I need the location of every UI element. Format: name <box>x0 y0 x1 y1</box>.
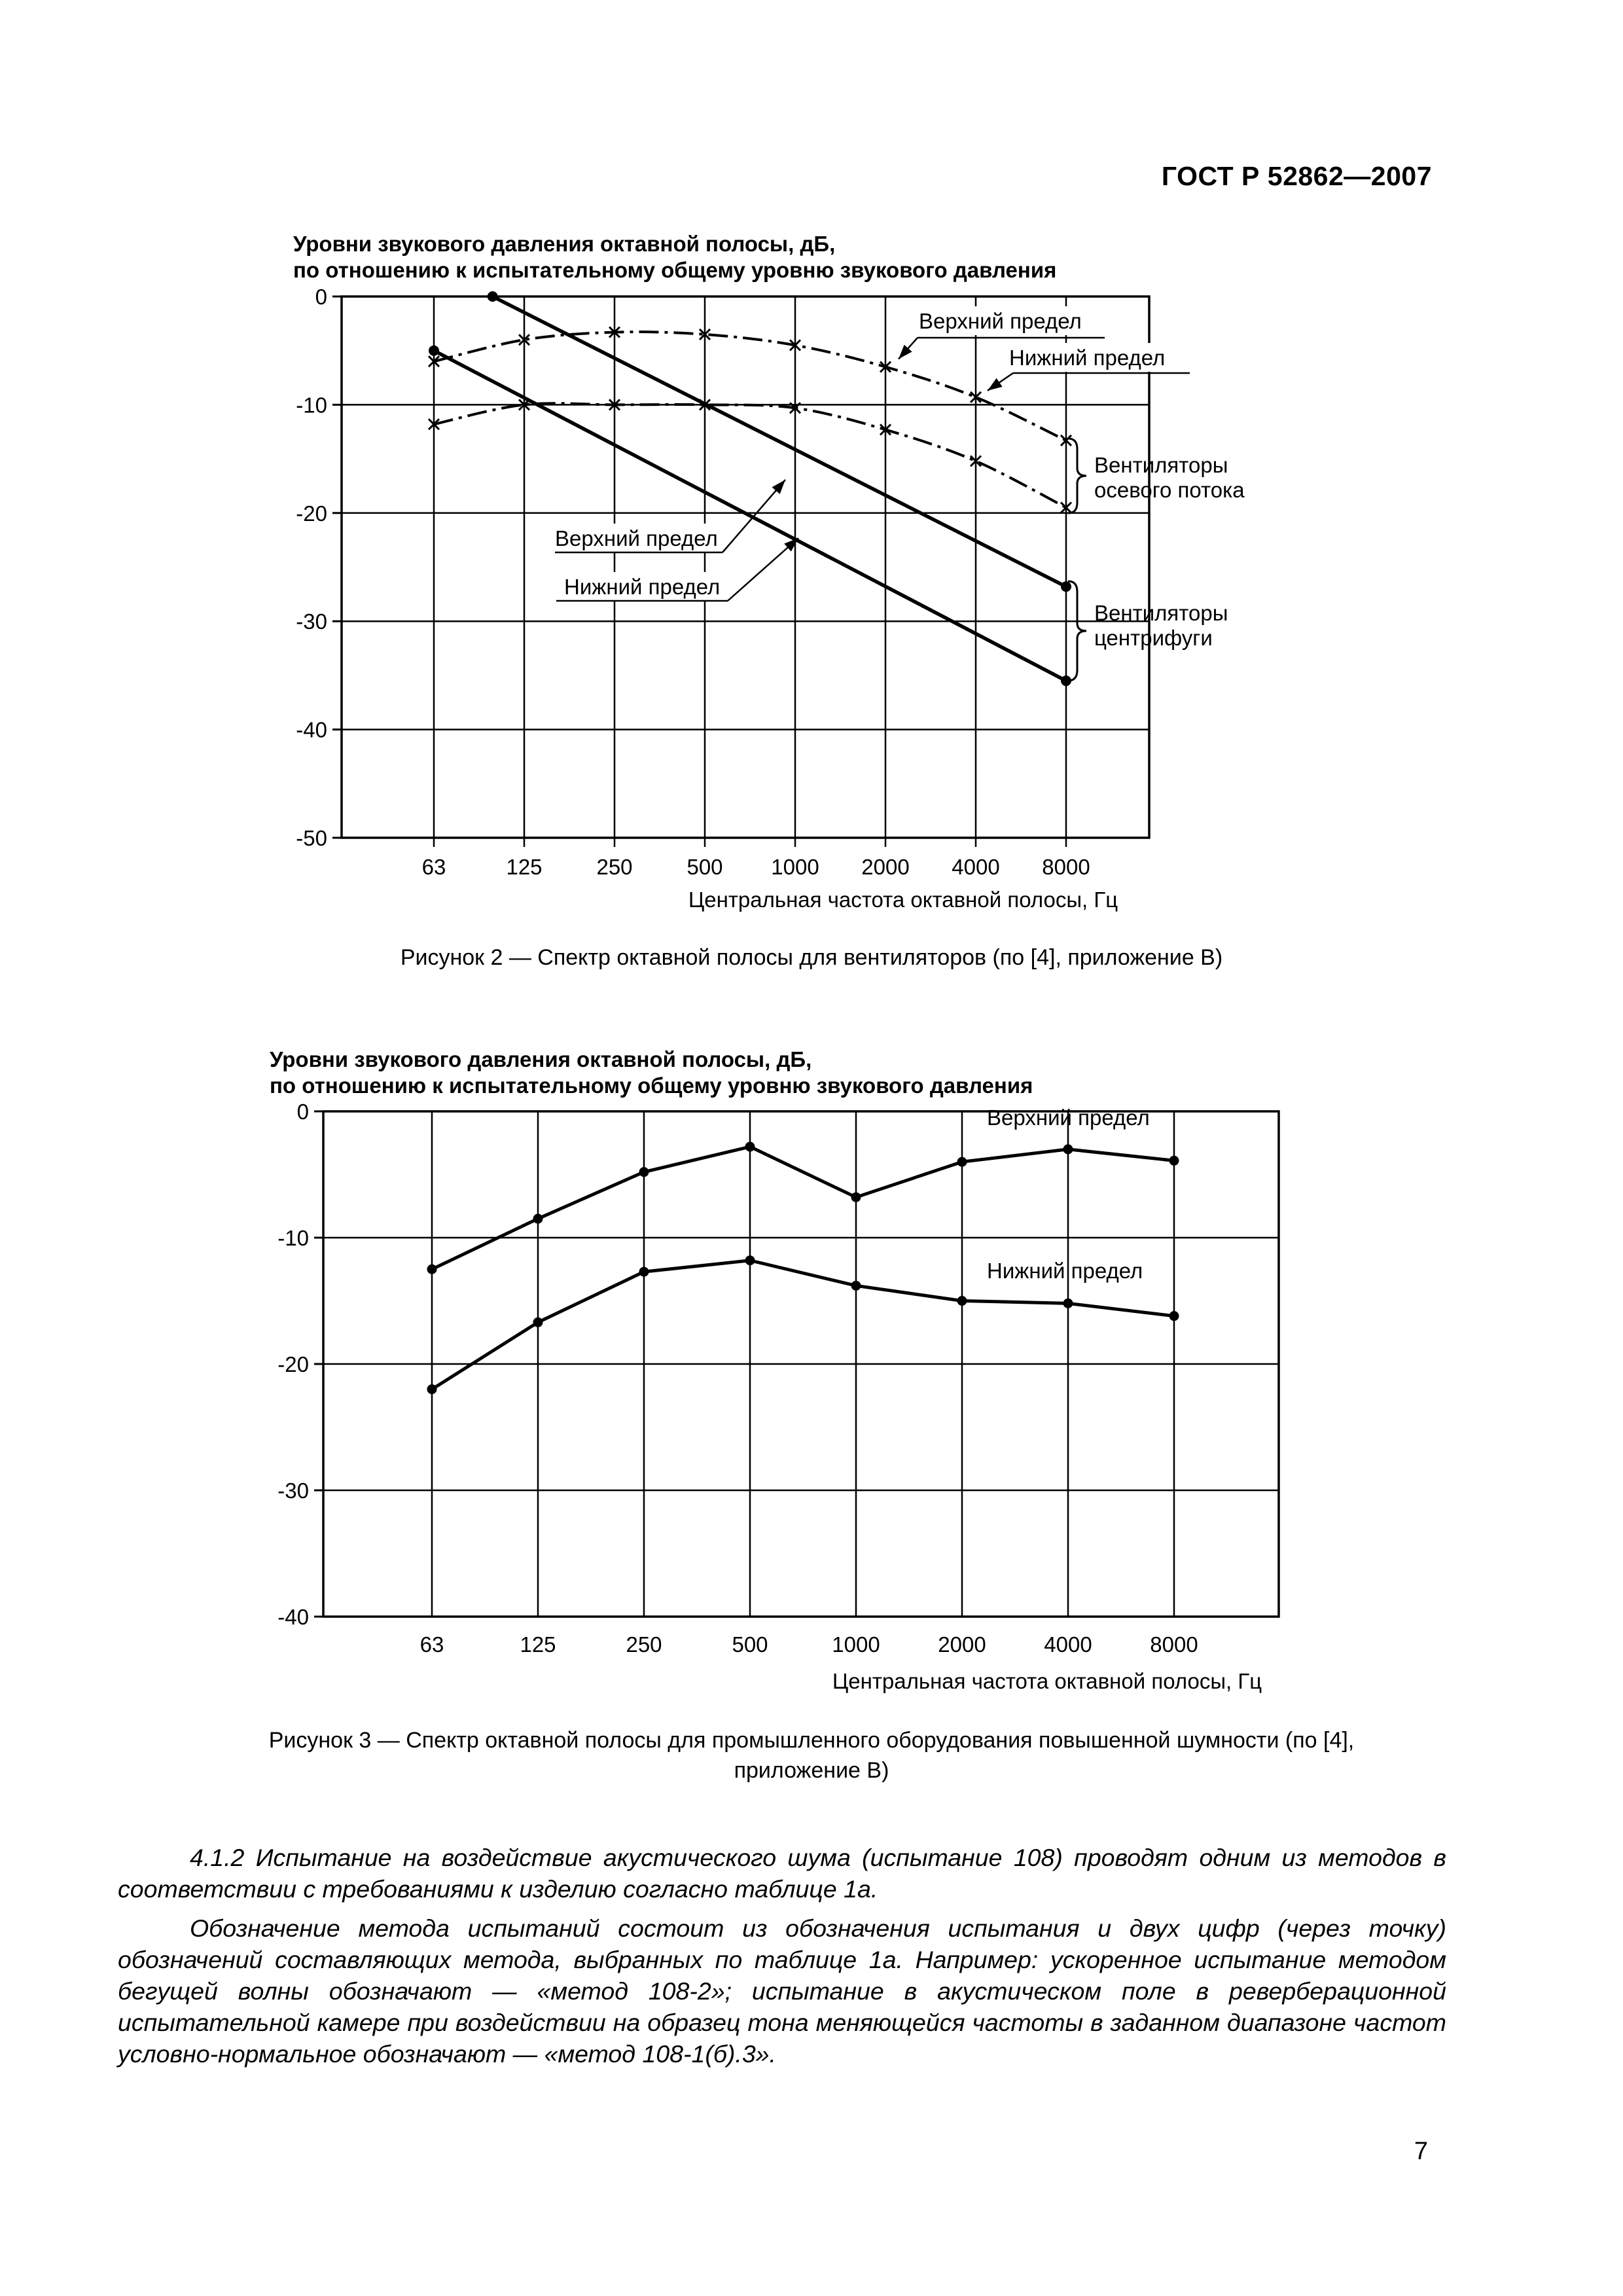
data-point-lower-7 <box>1169 1311 1179 1321</box>
y-tick-label-10: -10 <box>296 393 327 418</box>
y-tick-label-0: 0 <box>296 1100 309 1124</box>
y-tick-label-20: -20 <box>296 501 327 526</box>
data-point-centrifugal-2-1 <box>1061 581 1071 592</box>
label-upper-axial: Верхний предел <box>919 309 1082 333</box>
x-tick-label-250: 250 <box>596 855 633 879</box>
y-tick-label-10: -10 <box>277 1226 309 1250</box>
x-tick-label-125: 125 <box>506 855 543 879</box>
x-tick-label-63: 63 <box>421 855 446 879</box>
paragraph-4-1-2: 4.1.2 Испытание на воздействие акустического шума (испытание 108) проводят одним из методов в соответствии с требованиями к изделию согласно таблице 1а. <box>118 1843 1446 1903</box>
group-centrifugal-line-1: Вентиляторы <box>1094 601 1228 625</box>
figure-2-plot <box>0 223 1623 956</box>
x-tick-label-2000: 2000 <box>938 1632 986 1657</box>
series-axial-line <box>434 332 1066 440</box>
data-point-upper-6 <box>1063 1144 1073 1154</box>
label-upper-centrifugal: Верхний предел <box>555 526 718 550</box>
group-axial-line-2: осевого потока <box>1094 478 1245 502</box>
leader-upper-centrifugal <box>722 480 785 552</box>
x-tick-label-2000: 2000 <box>861 855 910 879</box>
x-tick-label-500: 500 <box>687 855 723 879</box>
series-line-upper <box>432 1147 1174 1269</box>
figure-3-caption-line-1: Рисунок 3 — Спектр октавной полосы для промышленного оборудования повышенной шумности (по [4], <box>268 1728 1355 1753</box>
data-point-upper-0 <box>427 1265 437 1274</box>
brace-centrifugal <box>1068 581 1086 681</box>
data-point-upper-7 <box>1169 1156 1179 1166</box>
x-tick-label-1000: 1000 <box>832 1632 880 1657</box>
data-point-lower-3 <box>745 1255 755 1265</box>
figure-2-caption: Рисунок 2 — Спектр октавной полосы для вентиляторов (по [4], приложение В) <box>400 945 1223 970</box>
x-tick-label-63: 63 <box>419 1632 444 1657</box>
data-point-centrifugal-2-0 <box>488 291 498 302</box>
data-point-lower-2 <box>639 1267 649 1277</box>
label-lower-centrifugal: Нижний предел <box>564 575 721 599</box>
data-point-lower-5 <box>957 1296 967 1306</box>
y-tick-label-40: -40 <box>296 717 327 742</box>
data-point-centrifugal-3-0 <box>429 346 439 356</box>
group-axial-line-1: Вентиляторы <box>1094 453 1228 477</box>
figure-3-caption-line-2: приложение В) <box>734 1758 889 1783</box>
y-axis-label-line-1: Уровни звукового давления октавной полосы, дБ, <box>293 232 836 256</box>
x-tick-label-125: 125 <box>520 1632 556 1657</box>
figure-3-caption <box>0 1725 1623 1785</box>
y-axis-label-line-2: по отношению к испытательному общему уровню звукового давления <box>293 258 1057 282</box>
data-point-upper-2 <box>639 1167 649 1177</box>
label-upper-limit: Верхний предел <box>987 1105 1150 1130</box>
figure-3-plot <box>0 1041 1623 1708</box>
group-centrifugal-line-2: центрифуги <box>1094 626 1213 650</box>
y-axis-label-line-1: Уровни звукового давления октавной полосы, дБ, <box>270 1047 812 1071</box>
x-tick-label-500: 500 <box>732 1632 768 1657</box>
paragraph-method-designation: Обозначение метода испытаний состоит из обозначения испытания и двух цифр (через точку) обозначений составляющих метода, выбранных по таблице 1а. Например: ускоренное испытание методом бегущей волны обозначают — «метод 108-2»; испытание в акустическом поле в реверберационной испытательной камере при воздействии на образец тона меняющейся частоты в заданном диапазоне частот условно-нормальное обозначают — «метод 108-1(б).3». <box>118 1914 1446 2068</box>
y-axis-label-line-2: по отношению к испытательному общему уровню звукового давления <box>270 1073 1033 1098</box>
label-lower-axial: Нижний предел <box>1009 346 1166 370</box>
y-tick-label-30: -30 <box>296 609 327 634</box>
y-tick-label-0: 0 <box>315 285 327 309</box>
x-tick-label-8000: 8000 <box>1150 1632 1198 1657</box>
data-point-upper-3 <box>745 1142 755 1152</box>
x-tick-label-4000: 4000 <box>952 855 1000 879</box>
data-point-upper-1 <box>533 1214 543 1224</box>
figure-3-chart <box>0 1041 1623 1708</box>
x-tick-label-4000: 4000 <box>1044 1632 1092 1657</box>
series-centrifugal-line <box>434 351 1066 681</box>
y-tick-label-50: -50 <box>296 826 327 850</box>
y-tick-label-20: -20 <box>277 1352 309 1376</box>
data-point-upper-5 <box>957 1157 967 1167</box>
data-point-lower-4 <box>851 1281 861 1291</box>
page-number: 7 <box>1414 2138 1428 2165</box>
label-lower-limit: Нижний предел <box>987 1258 1143 1283</box>
data-point-lower-0 <box>427 1384 437 1394</box>
arrow-lower-axial <box>988 378 1003 391</box>
figure-2-chart <box>0 223 1623 956</box>
standard-code: ГОСТ Р 52862—2007 <box>1161 161 1432 191</box>
data-point-upper-4 <box>851 1193 861 1202</box>
y-tick-label-40: -40 <box>277 1605 309 1629</box>
y-tick-label-30: -30 <box>277 1479 309 1503</box>
data-point-lower-1 <box>533 1318 543 1327</box>
x-tick-label-1000: 1000 <box>771 855 819 879</box>
data-point-lower-6 <box>1063 1299 1073 1308</box>
x-axis-label: Центральная частота октавной полосы, Гц <box>832 1669 1262 1693</box>
x-tick-label-8000: 8000 <box>1042 855 1090 879</box>
x-axis-label: Центральная частота октавной полосы, Гц <box>688 888 1118 912</box>
x-tick-label-250: 250 <box>626 1632 662 1657</box>
